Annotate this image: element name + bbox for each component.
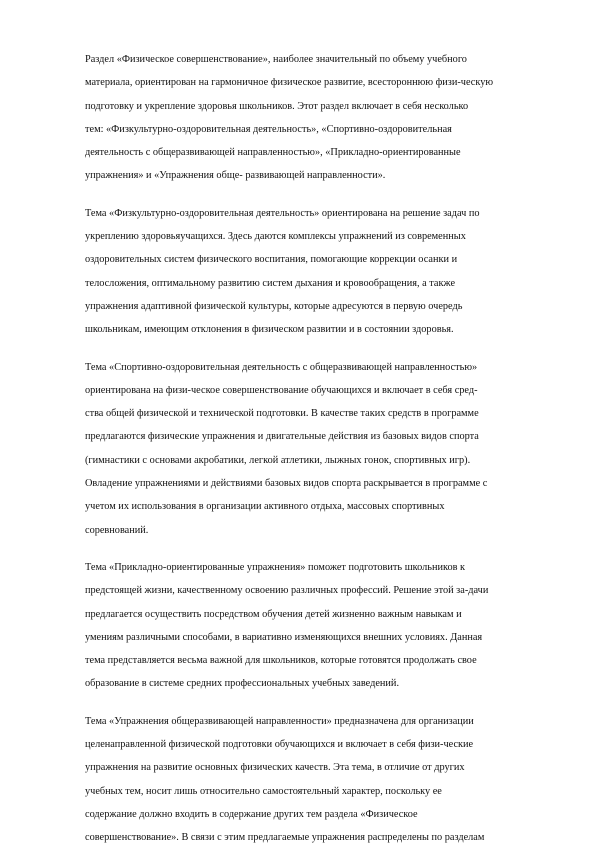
text-line: Тема «Упражнения общеразвивающей направленности» предназначена для организации: [85, 715, 474, 727]
text-line: учебных тем, носит лишь относительно самостоятельный характер, поскольку ее: [85, 785, 442, 797]
text-line: содержание должно входить в содержание других тем раздела «Физическое: [85, 808, 418, 820]
text-line: предлагается осуществить посредством обучения детей жизненно важным навыкам и: [85, 608, 462, 620]
text-line: предстоящей жизни, качественному освоению различных профессий. Решение этой за-дачи: [85, 585, 489, 597]
text-line: ориентирована на физи-ческое совершенствование обучающихся и включает в себя сред-: [85, 384, 478, 396]
text-line: ства общей физической и технической подготовки. В качестве таких средств в программе: [85, 408, 479, 420]
text-line: предлагаются физические упражнения и двигательные действия из базовых видов спорта: [85, 431, 479, 443]
text-line: тема представляется весьма важной для школьников, которые готовятся продолжать свое: [85, 655, 477, 667]
text-line: упражнения» и «Упражнения обще- развивающей направленности».: [85, 170, 386, 182]
paragraph-applied-exercises: [85, 556, 545, 696]
text-line: подготовку и укрепление здоровья школьников. Этот раздел включает в себя несколько: [85, 100, 469, 112]
text-line: школьникам, имеющим отклонения в физическом развитии и в состоянии здоровья.: [85, 324, 454, 336]
text-line: укреплению здоровьяучащихся. Здесь даются комплексы упражнений из современных: [85, 231, 466, 243]
text-line: совершенствование». В связи с этим предлагаемые упражнения распределены по разделам: [85, 832, 485, 844]
paragraph-health-activity: [85, 202, 545, 342]
body-text: [85, 48, 545, 864]
text-line: умениям различными способами, в вариативно изменяющихся внешних условиях. Данная: [85, 631, 483, 643]
text-line: тем: «Физкультурно-оздоровительная деятельность», «Спортивно-оздоровительная: [85, 123, 452, 135]
text-line: Тема «Прикладно-ориентированные упражнения» поможет подготовить школьников к: [85, 561, 466, 573]
text-line: упражнения адаптивной физической культуры, которые адресуются в первую очередь: [85, 300, 463, 312]
text-line: оздоровительных систем физического воспитания, помогающие коррекции осанки и: [85, 254, 458, 266]
text-line: деятельность с общеразвивающей направленностью», «Прикладно-ориентированные: [85, 147, 461, 159]
text-line: Раздел «Физическое совершенствование», наиболее значительный по объему учебного: [85, 54, 467, 65]
text-line: упражнения на развитие основных физических качеств. Эта тема, в отличие от других: [85, 762, 465, 774]
text-line: Тема «Спортивно-оздоровительная деятельность с общеразвивающей направленностью»: [85, 361, 478, 373]
text-line: учетом их использования в организации активного отдыха, массовых спортивных: [85, 501, 445, 513]
text-line: целенаправленной физической подготовки обучающихся и включает в себя физи-ческие: [85, 739, 474, 751]
text-line: Овладение упражнениями и действиями базовых видов спорта раскрывается в программе с: [85, 478, 488, 490]
text-line: соревнований.: [85, 524, 149, 536]
text-line: телосложения, оптимальному развитию систем дыхания и кровообращения, а также: [85, 277, 456, 289]
paragraph-sport-activity: [85, 356, 545, 542]
paragraph-section-intro: [85, 48, 545, 188]
text-line: материала, ориентирован на гармоничное физическое развитие, всестороннюю физи-ческую: [85, 77, 494, 89]
paragraph-general-exercises: [85, 710, 545, 850]
text-line: образование в системе средних профессиональных учебных заведений.: [85, 678, 400, 690]
text-line: Тема «Физкультурно-оздоровительная деятельность» ориентирована на решение задач по: [85, 207, 480, 219]
text-line: (гимнастики с основами акробатики, легкой атлетики, лыжных гонок, спортивных игр).: [85, 454, 471, 466]
